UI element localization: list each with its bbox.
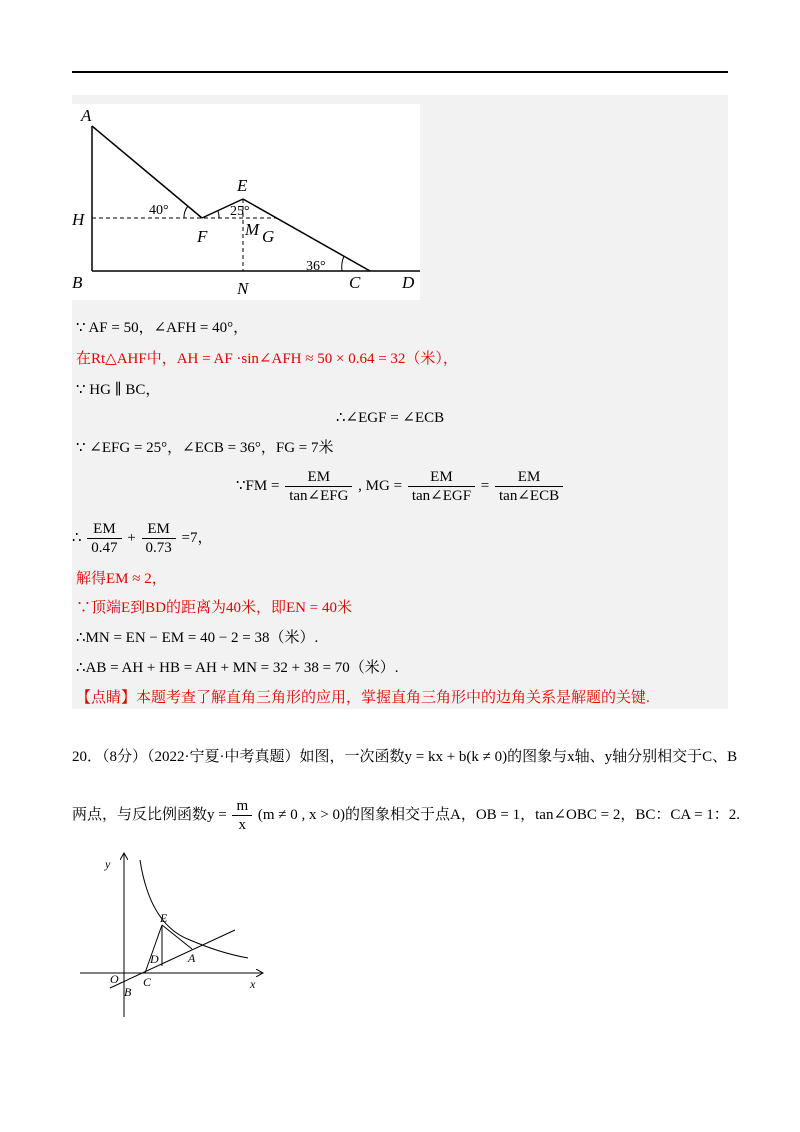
fraction-fm-num: EM: [285, 468, 352, 487]
label-d: D: [402, 273, 415, 292]
solution-line-6: [236, 468, 565, 505]
arc-25: [218, 211, 219, 218]
fraction-mg-den: tan∠EGF: [411, 488, 472, 504]
solution-line-5-text: ∵ ∠EFG = 25°，∠ECB = 36°，FG = 7米: [76, 440, 334, 456]
fraction-mg-num: EM: [408, 468, 475, 487]
label-b: B: [72, 273, 83, 292]
coordinate-figure: [80, 850, 270, 1020]
fraction-ecb-den: tan∠ECB: [499, 488, 560, 504]
fraction-fm: [285, 468, 352, 505]
geometry-figure-svg: [72, 104, 420, 300]
angle-40-label: 40°: [149, 203, 169, 218]
fraction-047: [87, 520, 121, 557]
label-f: F: [197, 227, 208, 246]
label-o: O: [110, 972, 119, 986]
fraction-fm-den: tan∠EFG: [289, 488, 349, 504]
angle-36-label: 36°: [306, 259, 326, 274]
fraction-047-num: EM: [87, 520, 121, 539]
fraction-ecb: [495, 468, 563, 505]
therefore-symbol: ∴: [72, 529, 82, 546]
solution-line-4: ∴∠EGF = ∠ECB: [336, 410, 445, 426]
fraction-m-over-x: [232, 797, 252, 834]
segment-ea: [162, 925, 192, 949]
arc-36: [342, 256, 344, 271]
hyperbola-curve: [140, 860, 248, 958]
line-af: [92, 126, 202, 218]
label-m: M: [245, 220, 260, 239]
comment-line: 【点睛】本题考查了解直角三角形的应用，掌握直角三角形中的边角关系是解题的关键.: [76, 690, 650, 706]
label-b2: B: [124, 985, 132, 999]
header-rule: [72, 71, 728, 73]
fraction-073-num: EM: [142, 520, 176, 539]
coordinate-figure-svg: [80, 850, 270, 1020]
equals-sign: =: [480, 477, 490, 494]
solution-line-10: ∴MN = EN − EM = 40 − 2 = 38（米）.: [76, 630, 319, 646]
mg-prefix: , MG =: [358, 477, 403, 494]
label-y: y: [105, 857, 111, 871]
label-a: A: [81, 106, 92, 125]
label-n: N: [237, 279, 249, 298]
fraction-x: x: [238, 817, 247, 833]
fraction-073-den: 0.73: [145, 540, 172, 556]
solution-line-1: ∵ AF = 50，∠AFH = 40°，: [76, 320, 249, 336]
solution-line-2: 在Rt△AHF中，AH = AF ·sin∠AFH ≈ 50 × 0.64 = 32（米），: [76, 351, 458, 367]
label-e2: E: [160, 911, 168, 925]
angle-25-label: 25°: [230, 204, 250, 219]
q20-prefix: 两点，与反比例函数y =: [72, 806, 227, 823]
fraction-ecb-num: EM: [495, 468, 563, 487]
label-x: x: [250, 977, 256, 991]
label-c2: C: [143, 975, 152, 989]
solution-line-9: ∵顶端E到BD的距离为40米，即EN = 40米: [76, 600, 352, 616]
label-d2: D: [150, 952, 159, 966]
question-20-line-1: 20．（8分）（2022·宁夏·中考真题）如图，一次函数y = kx + b(k ≠ 0)的图象与x轴、y轴分别相交于C、B: [72, 749, 738, 765]
solution-line-8: 解得EM ≈ 2，: [76, 571, 167, 587]
label-g: G: [262, 227, 275, 246]
q20-suffix: (m ≠ 0 , x > 0)的图象相交于点A，OB = 1，tan∠OBC = 2，BC：CA = 1：2.: [257, 806, 741, 823]
fm-prefix: ∵FM =: [236, 477, 280, 494]
geometry-figure: [72, 104, 420, 300]
fraction-073: [142, 520, 176, 557]
solution-line-5: [76, 438, 334, 458]
equals-7: =7，: [181, 529, 213, 546]
arc-40: [184, 206, 188, 218]
question-20-line-2: [72, 797, 740, 834]
label-h: H: [72, 210, 85, 229]
linear-function-line: [110, 930, 235, 988]
label-e: E: [237, 176, 248, 195]
solution-line-3: ∵ HG ∥ BC，: [76, 382, 161, 398]
label-a2: A: [188, 951, 196, 965]
solution-line-11: ∴AB = AH + HB = AH + MN = 32 + 38 = 70（米）.: [76, 660, 399, 676]
fraction-m: m: [232, 797, 252, 816]
label-c: C: [349, 273, 361, 292]
plus-sign: +: [127, 529, 136, 546]
solution-line-7: [72, 520, 212, 557]
fraction-047-den: 0.47: [91, 540, 118, 556]
fraction-mg: [408, 468, 475, 505]
